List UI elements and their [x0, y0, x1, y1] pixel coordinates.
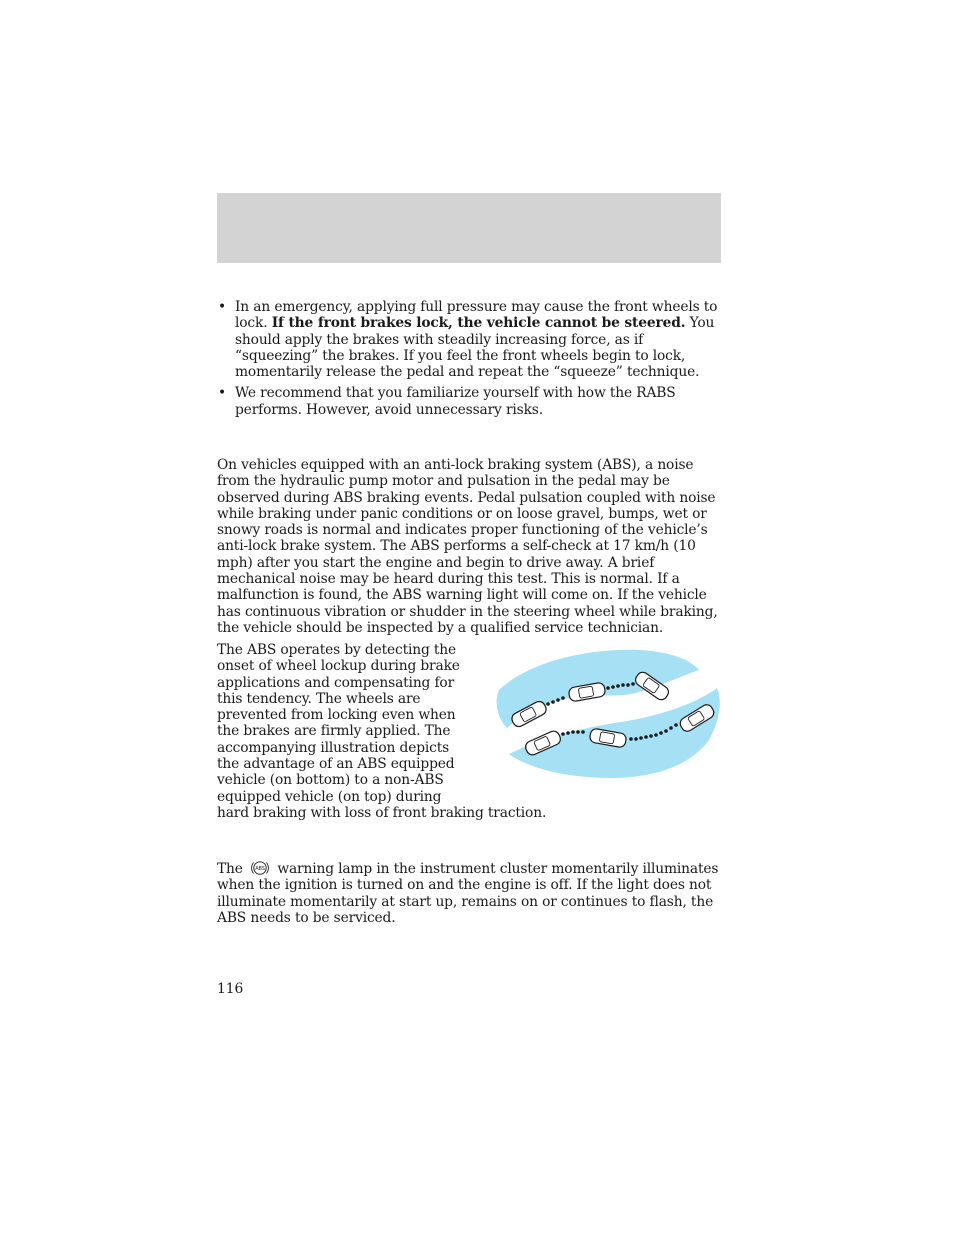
bullet-text: You should apply the brakes with steadily increasing force, as if “squeezing” the brakes. If you feel the front wheels begin to lock, momentarily release the pedal and repeat the “squeeze” technique. — [235, 315, 715, 381]
abs-operation-paragraph: The ABS operates by detecting the onset of wheel lockup during brake applications and compensating for this tendency. The wheels are prevented from locking even when the brakes are firmly applied. The accompanying illustration depicts the advantage of an ABS equipped vehicle (on bottom) to a non-ABS equipped vehicle (on top) during hard braking with loss of front braking traction. — [217, 642, 547, 821]
list-item — [217, 385, 721, 418]
page-number: 116 — [217, 981, 244, 997]
abs-warning-lamp-icon — [250, 859, 270, 877]
lamp-text-start: The — [217, 861, 243, 877]
lamp-text-end: warning lamp in the instrument cluster momentarily illuminates when the ignition is turned on and the engine is off. If the light does not illuminate momentarily at start up, remains on or continues to flash, the ABS needs to be serviced. — [217, 861, 719, 926]
section-header-bar — [217, 193, 721, 263]
bullet-dot: • — [218, 299, 226, 315]
bullet-text: In an emergency, applying full pressure may cause the front wheels to lock. — [235, 299, 718, 332]
abs-comparison-illustration — [471, 642, 721, 788]
abs-icon-label: ABS — [255, 866, 265, 872]
bullet-warning-text: If the front brakes lock, the vehicle cannot be steered. — [271, 315, 686, 332]
bullet-text: We recommend that you familiarize yourself with how the RABS performs. However, avoid unnecessary risks. — [235, 385, 676, 418]
abs-operation-section — [217, 642, 721, 821]
list-item — [217, 299, 721, 380]
abs-noise-paragraph: On vehicles equipped with an anti-lock braking system (ABS), a noise from the hydraulic pump motor and pulsation in the pedal may be observed during ABS braking events. Pedal pulsation coupled with noise while braking under panic conditions or on loose gravel, bumps, wet or snowy roads is normal and indicates proper functioning of the vehicle’s anti-lock brake system. The ABS performs a self-check at 17 km/h (10 mph) after you start the engine and begin to drive away. A brief mechanical noise may be heard during this test. This is normal. If a malfunction is found, the ABS warning light will come on. If the vehicle has continuous vibration or shudder in the steering wheel while braking, the vehicle should be inspected by a qualified service technician. — [217, 457, 718, 636]
bullet-dot: • — [218, 385, 226, 402]
bullet-list — [217, 299, 721, 423]
abs-lamp-paragraph — [217, 859, 721, 926]
